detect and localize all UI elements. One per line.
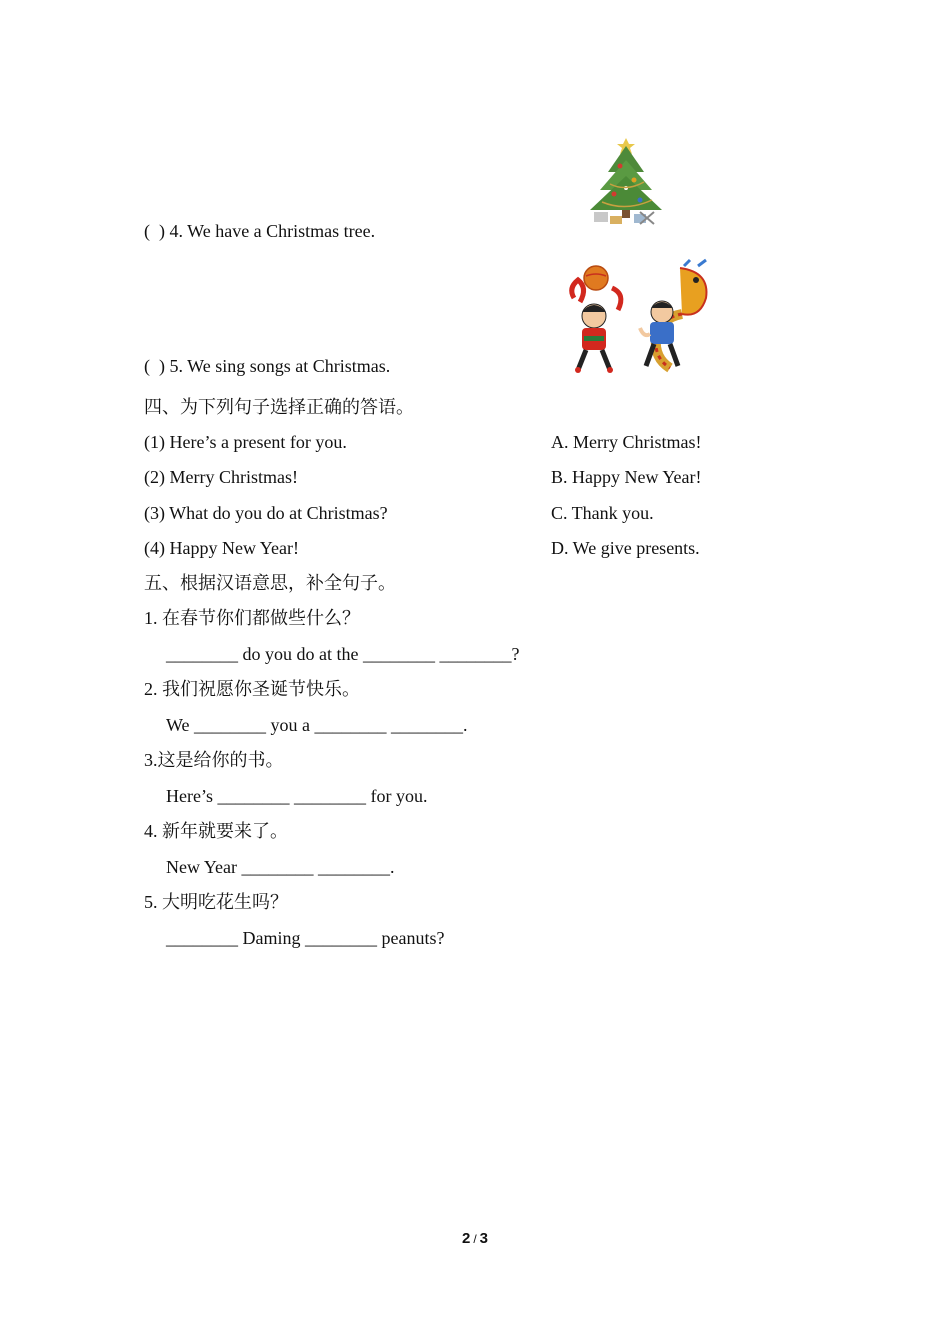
fill-item-4-chinese: 4. 新年就要来了。	[144, 821, 288, 841]
fill-item-5-chinese: 5. 大明吃花生吗？	[144, 892, 288, 912]
match-answer-a: A. Merry Christmas!	[551, 432, 702, 452]
fill-item-1-chinese: 1. 在春节你们都做些什么？	[144, 608, 360, 628]
match-answer-b: B. Happy New Year!	[551, 467, 702, 487]
fill-item-3-chinese: 3.这是给你的书。	[144, 750, 284, 770]
match-answer-d: D. We give presents.	[551, 538, 700, 558]
section-4-heading: 四、为下列句子选择正确的答语。	[144, 397, 414, 417]
page-number	[0, 1230, 950, 1247]
fill-item-3-english: Here’s ________ ________ for you.	[166, 786, 428, 806]
fill-item-4-english: New Year ________ ________.	[166, 857, 395, 877]
match-question-2: (2) Merry Christmas!	[144, 467, 298, 487]
match-answer-c: C. Thank you.	[551, 503, 654, 523]
fill-item-5-english: ________ Daming ________ peanuts?	[166, 928, 445, 948]
question-4: ( ) 4. We have a Christmas tree.	[144, 221, 376, 241]
match-question-1: (1) Here’s a present for you.	[144, 432, 347, 452]
fill-item-1-english: ________ do you do at the ________ ________?	[166, 644, 520, 664]
match-question-4: (4) Happy New Year!	[144, 538, 299, 558]
page-separator: /	[473, 1232, 477, 1246]
current-page: 2	[461, 1230, 471, 1247]
fill-item-2-english: We ________ you a ________ ________.	[166, 715, 468, 735]
section-5-heading: 五、根据汉语意思，补全句子。	[144, 573, 396, 593]
question-5: ( ) 5. We sing songs at Christmas.	[144, 356, 391, 376]
christmas-tree-icon	[580, 132, 672, 228]
fill-item-2-chinese: 2. 我们祝愿你圣诞节快乐。	[144, 679, 360, 699]
match-question-3: (3) What do you do at Christmas?	[144, 503, 388, 523]
dragon-dance-icon	[560, 258, 720, 376]
total-pages: 3	[479, 1230, 489, 1247]
